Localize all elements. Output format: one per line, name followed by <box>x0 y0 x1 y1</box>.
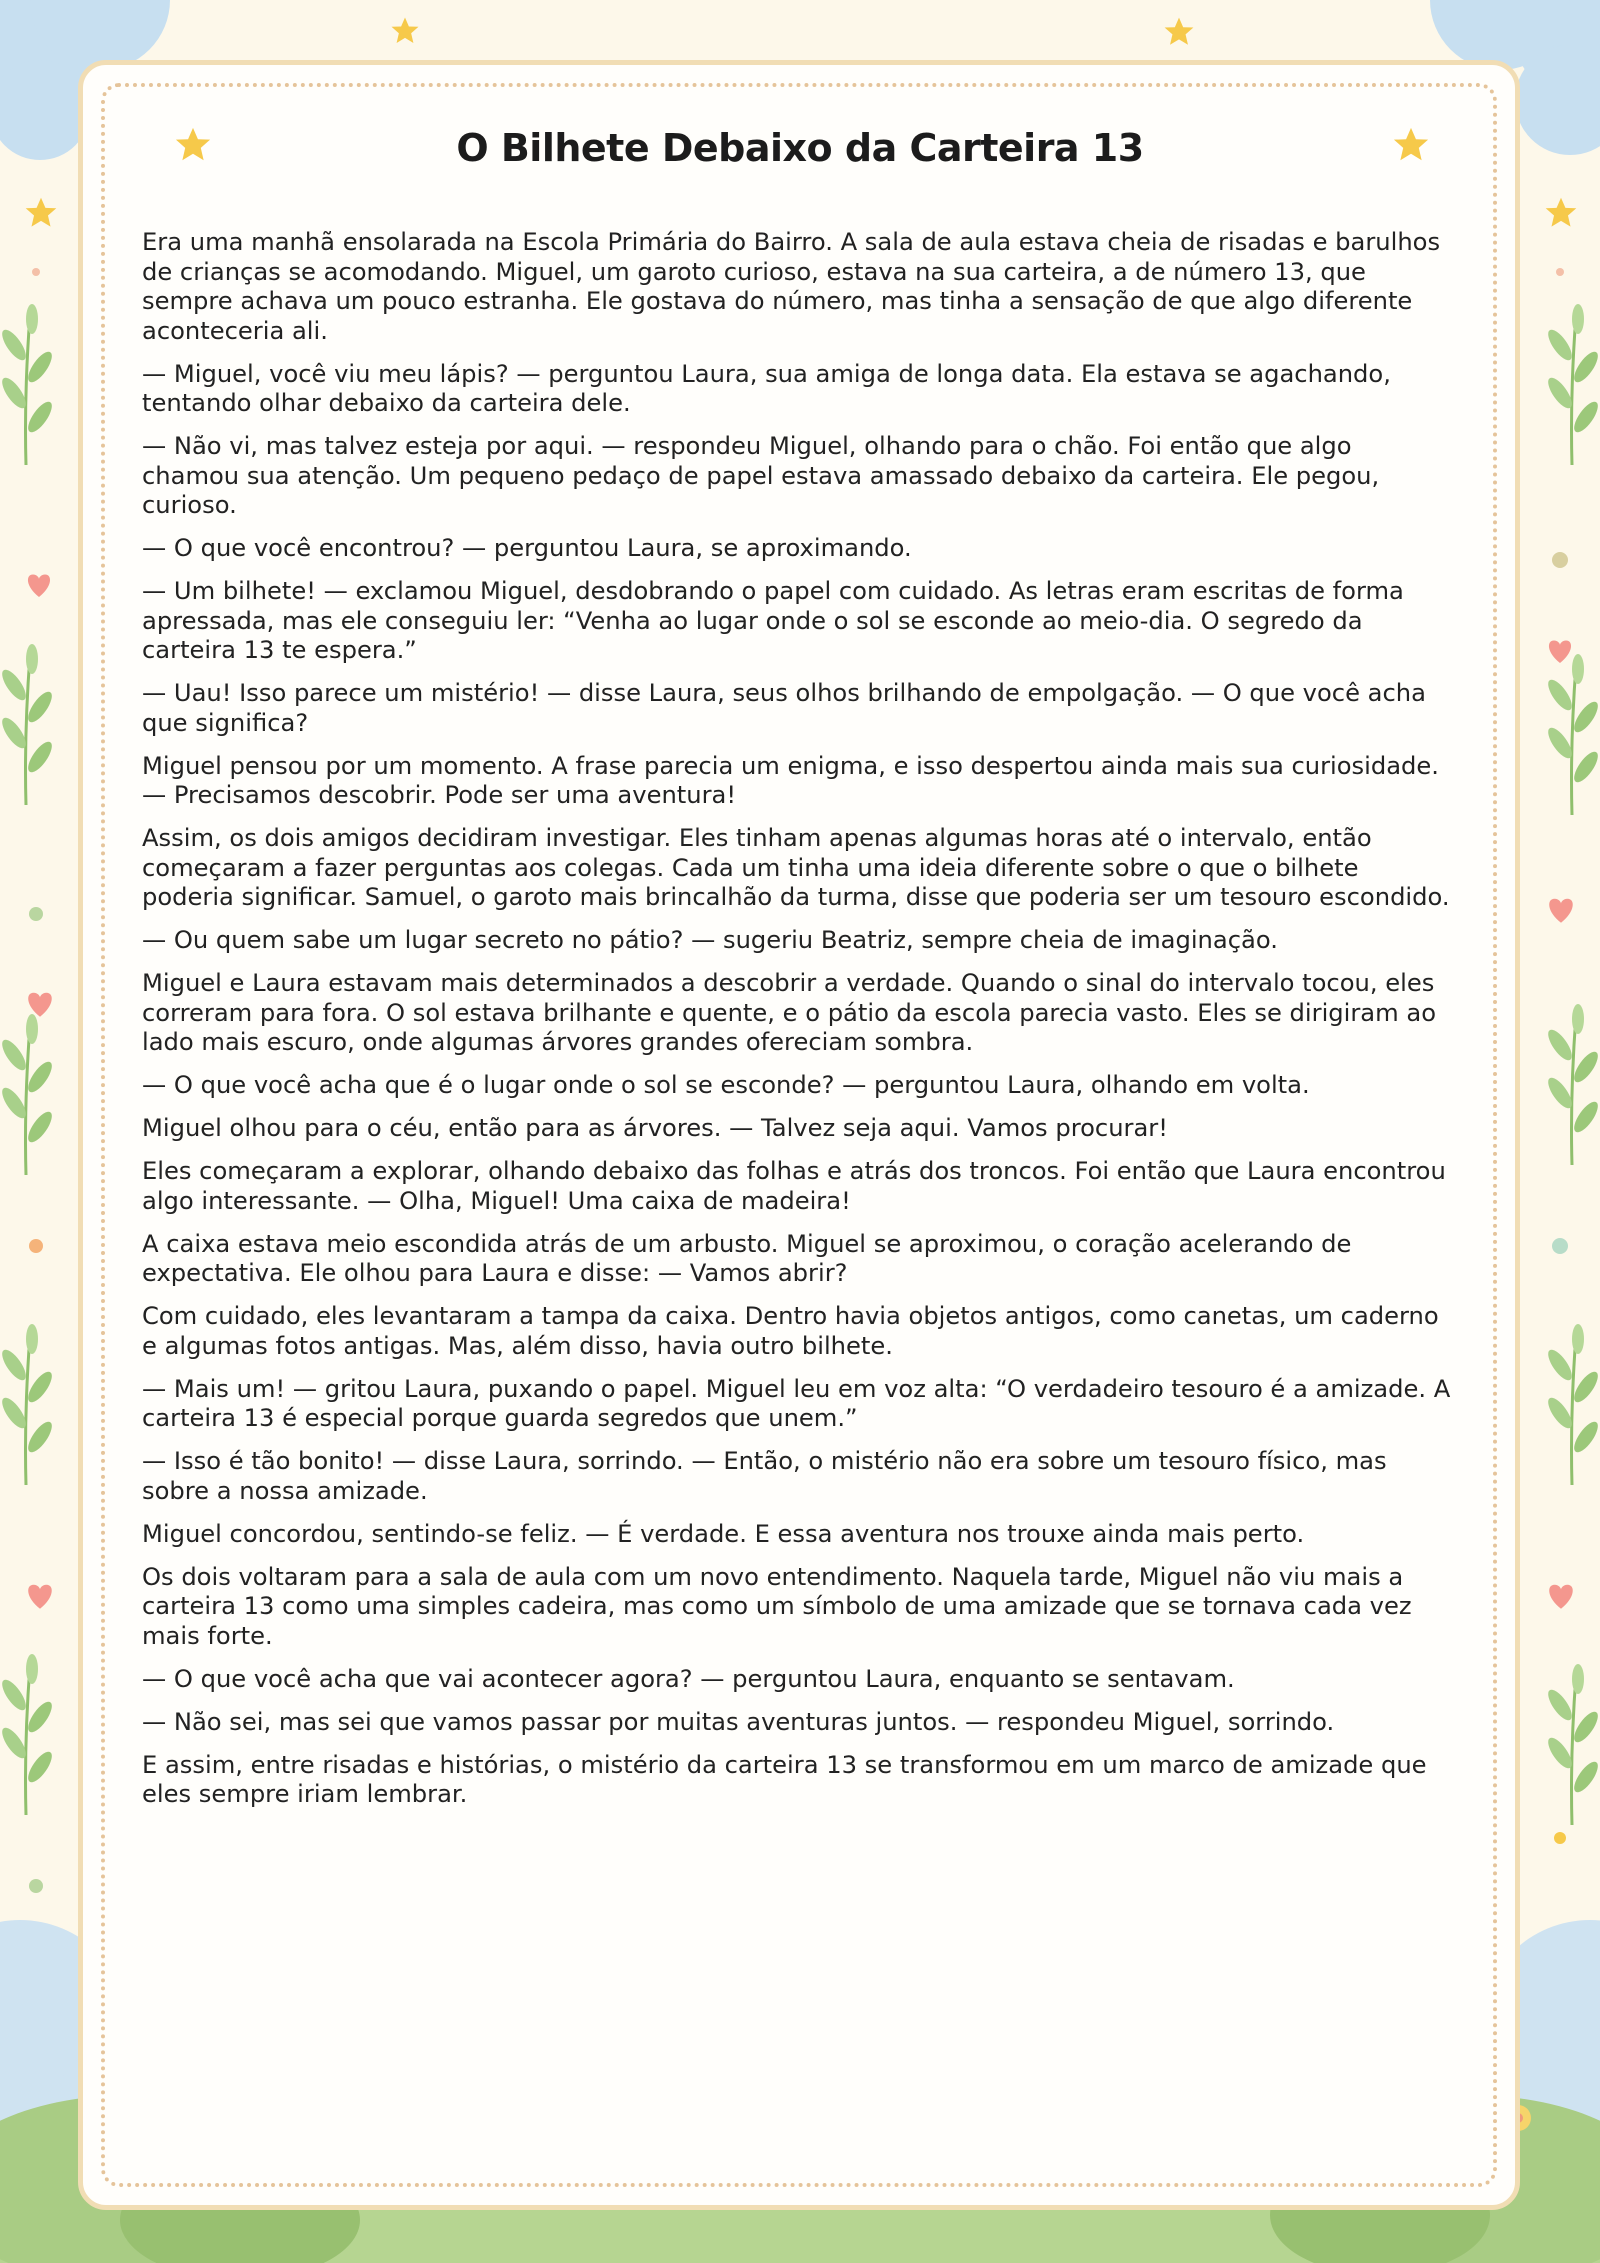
story-paragraph: — Isso é tão bonito! — disse Laura, sorrindo. — Então, o mistério não era sobre um tesouro físico, mas sobre a nossa amizade. <box>142 1447 1387 1505</box>
story-paragraph: — Uau! Isso parece um mistério! — disse Laura, seus olhos brilhando de empolgação. — O que você acha que significa? <box>142 679 1426 737</box>
story-paragraph: Miguel e Laura estavam mais determinados a descobrir a verdade. Quando o sinal do intervalo tocou, eles correram para fora. O sol estava brilhante e quente, e o pátio da escola parecia vasto. Eles se dirigiram ao lado mais escuro, onde algumas árvores grandes ofereciam sombra. <box>142 969 1436 1056</box>
heart-icon <box>28 575 50 598</box>
star-icon <box>1165 18 1194 45</box>
story-paragraph: E assim, entre risadas e histórias, o mistério da carteira 13 se transformou em um marco de amizade que eles sempre iriam lembrar. <box>142 1750 1427 1808</box>
leaf-sprig-icon <box>0 1324 56 1485</box>
heart-icon <box>1549 641 1571 664</box>
story-paragraph: — Não vi, mas talvez esteja por aqui. — respondeu Miguel, olhando para o chão. Foi então que algo chamou sua atenção. Um pequeno pedaço de papel estava amassado debaixo da carteira. Ele pegou, curioso. <box>142 432 1380 519</box>
leaf-sprig-icon <box>1544 654 1600 815</box>
story-paragraph: Com cuidado, eles levantaram a tampa da caixa. Dentro havia objetos antigos, como canetas, um caderno e algumas fotos antigas. Mas, além disso, havia outro bilhete. <box>142 1302 1439 1360</box>
story-paragraph: — Miguel, você viu meu lápis? — perguntou Laura, sua amiga de longa data. Ela estava se agachando, tentando olhar debaixo da carteira dele. <box>142 359 1391 417</box>
story-paragraph: — Um bilhete! — exclamou Miguel, desdobrando o papel com cuidado. As letras eram escritas de forma apressada, mas ele conseguiu ler: “Venha ao lugar onde o sol se esconde ao meio-dia. O segredo da carteira 13 te espera.” <box>142 577 1404 664</box>
leaf-sprig-icon <box>1544 1664 1600 1825</box>
heart-icon <box>28 1585 52 1609</box>
story-paragraph: Miguel concordou, sentindo-se feliz. — É verdade. E essa aventura nos trouxe ainda mais perto. <box>142 1519 1305 1548</box>
leaf-sprig-icon <box>0 1014 56 1175</box>
story-paragraph: — O que você encontrou? — perguntou Laura, se aproximando. <box>142 534 912 562</box>
star-icon <box>392 18 419 44</box>
leaf-sprig-icon <box>1544 1004 1600 1165</box>
leaf-sprig-icon <box>1544 1324 1600 1485</box>
leaf-sprig-icon <box>0 1654 56 1815</box>
heart-icon <box>1549 1585 1573 1609</box>
story-paragraph: — O que você acha que é o lugar onde o sol se esconde? — perguntou Laura, olhando em volta. <box>142 1071 1310 1099</box>
story-paragraph: Miguel pensou por um momento. A frase parecia um enigma, e isso despertou ainda mais sua curiosidade. — Precisamos descobrir. Pode ser uma aventura! <box>142 751 1439 809</box>
story-paragraph: — Não sei, mas sei que vamos passar por muitas aventuras juntos. — respondeu Miguel, sorrindo. <box>142 1707 1335 1736</box>
star-icon <box>1546 198 1577 227</box>
story-paragraph: Miguel olhou para o céu, então para as árvores. — Talvez seja aqui. Vamos procurar! <box>142 1114 1168 1142</box>
story-paragraph: Eles começaram a explorar, olhando debaixo das folhas e atrás dos troncos. Foi então que Laura encontrou algo interessante. — Olha, Miguel! Uma caixa de madeira! <box>142 1157 1446 1215</box>
heart-icon <box>28 993 52 1017</box>
story-paragraph: — Mais um! — gritou Laura, puxando o papel. Miguel leu em voz alta: “O verdadeiro tesouro é a amizade. A carteira 13 é especial porque guarda segredos que unem.” <box>142 1374 1451 1432</box>
story-paragraph: Assim, os dois amigos decidiram investigar. Eles tinham apenas algumas horas até o intervalo, então começaram a fazer perguntas aos colegas. Cada um tinha uma ideia diferente sobre o que o bilhete poderia significar. Samuel, o garoto mais brincalhão da turma, disse que poderia ser um tesouro escondido. <box>142 824 1450 911</box>
leaf-sprig-icon <box>0 304 56 465</box>
story-paragraph: Era uma manhã ensolarada na Escola Primária do Bairro. A sala de aula estava cheia de risadas e barulhos de crianças se acomodando. Miguel, um garoto curioso, estava na sua carteira, a de número 13, que sempre achava um pouco estranha. Ele gostava do número, mas tinha a sensação de que algo diferente aconteceria ali. <box>142 228 1441 345</box>
star-icon <box>26 198 57 227</box>
story-body <box>142 228 1452 1823</box>
story-paragraph: A caixa estava meio escondida atrás de um arbusto. Miguel se aproximou, o coração acelerando de expectativa. Ele olhou para Laura e disse: — Vamos abrir? <box>142 1229 1352 1287</box>
page-title: O Bilhete Debaixo da Carteira 13 <box>456 126 1144 170</box>
story-paragraph: — O que você acha que vai acontecer agora? — perguntou Laura, enquanto se sentavam. <box>142 1664 1235 1693</box>
story-paragraph: — Ou quem sabe um lugar secreto no pátio? — sugeriu Beatriz, sempre cheia de imaginação. <box>142 926 1278 954</box>
leaf-sprig-icon <box>0 644 56 805</box>
story-paragraph: Os dois voltaram para a sala de aula com um novo entendimento. Naquela tarde, Miguel não viu mais a carteira 13 como uma simples cadeira, mas como um símbolo de uma amizade que se tornava cada vez mais forte. <box>142 1562 1412 1650</box>
leaf-sprig-icon <box>1544 304 1600 465</box>
heart-icon <box>1549 899 1573 923</box>
